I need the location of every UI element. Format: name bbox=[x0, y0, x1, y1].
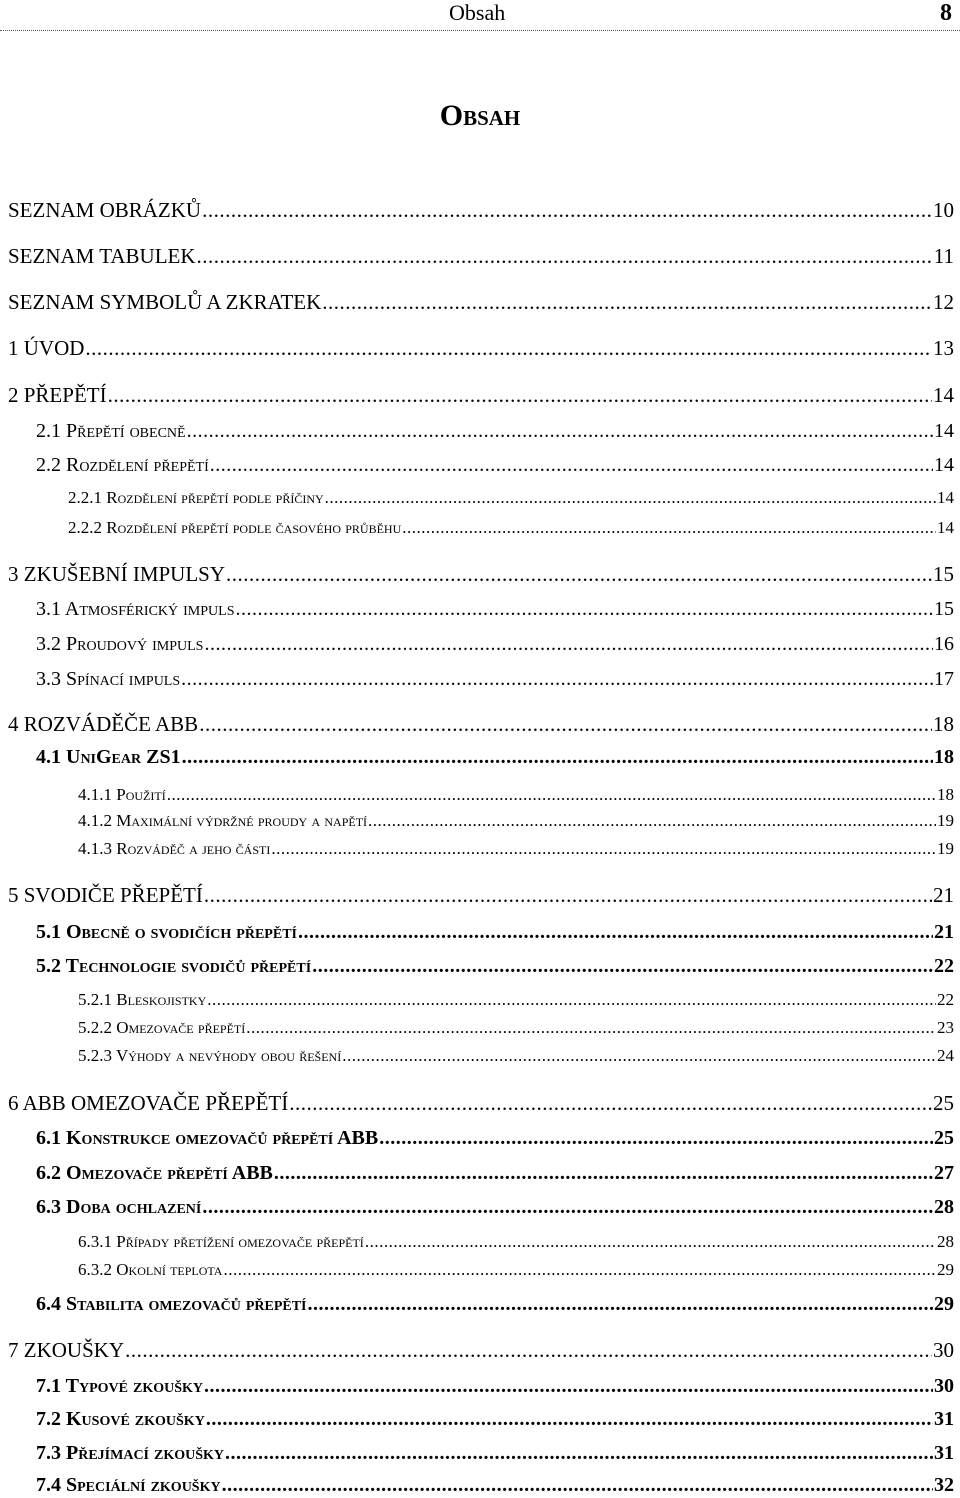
toc-leader bbox=[379, 1125, 933, 1151]
toc-entry-page: 22 bbox=[934, 955, 954, 977]
header-title: Obsah bbox=[449, 0, 506, 25]
toc-leader bbox=[181, 666, 933, 692]
toc-entry-page: 15 bbox=[934, 598, 954, 620]
toc-entry-page: 21 bbox=[933, 883, 954, 907]
toc-entry-page: 19 bbox=[937, 811, 954, 830]
toc-entry-page: 22 bbox=[937, 990, 954, 1009]
toc-entry[interactable] bbox=[36, 1291, 954, 1317]
toc-leader bbox=[365, 1229, 936, 1255]
toc-entry-page: 18 bbox=[933, 712, 954, 736]
toc-entry-label: 2.2.1 Rozdělení přepětí podle příčiny bbox=[68, 488, 324, 507]
toc-entry-page: 14 bbox=[934, 420, 954, 442]
toc-leader bbox=[271, 836, 936, 862]
toc-entry[interactable] bbox=[8, 561, 954, 587]
toc-leader bbox=[222, 1472, 933, 1498]
toc-entry-label: 1 ÚVOD bbox=[8, 336, 85, 360]
toc-entry[interactable] bbox=[78, 782, 954, 808]
page-title: Obsah bbox=[439, 99, 521, 132]
toc-entry-label: 5.2 Technologie svodičů přepětí bbox=[36, 955, 312, 977]
toc-leader bbox=[197, 243, 933, 269]
toc-entry-label: 6.2 Omezovače přepětí ABB bbox=[36, 1162, 273, 1184]
toc-entry[interactable] bbox=[36, 1373, 954, 1399]
toc-leader bbox=[246, 1015, 936, 1041]
toc-entry[interactable] bbox=[8, 335, 954, 361]
toc-entry-page: 18 bbox=[937, 785, 954, 804]
toc-entry[interactable] bbox=[8, 243, 954, 269]
toc-entry[interactable] bbox=[8, 882, 954, 908]
toc-leader bbox=[223, 1257, 936, 1283]
toc-entry-page: 14 bbox=[933, 383, 954, 407]
toc-entry-page: 28 bbox=[937, 1232, 954, 1251]
toc-entry[interactable] bbox=[36, 1160, 954, 1186]
toc-entry[interactable] bbox=[8, 289, 954, 315]
toc-leader bbox=[308, 1291, 934, 1317]
toc-entry[interactable] bbox=[36, 666, 954, 692]
toc-entry[interactable] bbox=[36, 1194, 954, 1220]
toc-entry[interactable] bbox=[78, 1043, 954, 1069]
toc-entry-label: 4.1 UniGear ZS1 bbox=[36, 746, 181, 768]
toc-entry-label: 4.1.2 Maximální výdržné proudy a napětí bbox=[78, 811, 368, 830]
toc-leader bbox=[182, 744, 933, 770]
toc-entry-label: 6.3.2 Okolní teplota bbox=[78, 1260, 223, 1279]
toc-entry-page: 16 bbox=[934, 633, 954, 655]
toc-entry-label: 4 ROZVÁDĚČE ABB bbox=[8, 712, 199, 736]
toc-leader bbox=[342, 1043, 936, 1069]
toc-leader bbox=[202, 197, 932, 223]
toc-entry[interactable] bbox=[8, 1337, 954, 1363]
toc-leader bbox=[108, 382, 932, 408]
toc-entry[interactable] bbox=[78, 808, 954, 834]
toc-leader bbox=[199, 711, 932, 737]
toc-entry[interactable] bbox=[36, 452, 954, 478]
toc-entry-page: 28 bbox=[934, 1196, 954, 1218]
toc-entry-label: SEZNAM OBRÁZKŮ bbox=[8, 198, 202, 222]
toc-entry-page: 10 bbox=[933, 198, 954, 222]
toc-entry[interactable] bbox=[8, 711, 954, 737]
toc-entry[interactable] bbox=[68, 515, 954, 541]
toc-leader bbox=[225, 1440, 933, 1466]
toc-entry[interactable] bbox=[78, 1015, 954, 1041]
toc-entry-page: 19 bbox=[937, 839, 954, 858]
toc-entry-label: SEZNAM TABULEK bbox=[8, 244, 196, 268]
toc-entry-page: 12 bbox=[933, 290, 954, 314]
toc-leader bbox=[204, 631, 933, 657]
toc-leader bbox=[368, 808, 936, 834]
toc-entry-label: 2.1 Přepětí obecně bbox=[36, 420, 186, 442]
toc-entry[interactable] bbox=[78, 1229, 954, 1255]
toc-entry-label: 7.4 Speciální zkoušky bbox=[36, 1474, 221, 1496]
toc-leader bbox=[202, 1194, 933, 1220]
toc-entry-page: 17 bbox=[934, 668, 954, 690]
running-header bbox=[0, 0, 960, 31]
toc-leader bbox=[210, 452, 933, 478]
toc-leader bbox=[322, 289, 932, 315]
toc-entry-page: 30 bbox=[933, 1338, 954, 1362]
header-page-number: 8 bbox=[940, 0, 952, 26]
toc-entry-label: 5.1 Obecně o svodičích přepětí bbox=[36, 921, 297, 943]
toc-entry-page: 15 bbox=[933, 562, 954, 586]
toc-entry[interactable] bbox=[36, 418, 954, 444]
toc-leader bbox=[207, 987, 936, 1013]
toc-leader bbox=[187, 418, 933, 444]
toc-entry-label: 2.2 Rozdělení přepětí bbox=[36, 454, 209, 476]
toc-entry-label: 5 SVODIČE PŘEPĚTÍ bbox=[8, 883, 203, 907]
toc-leader bbox=[325, 485, 936, 511]
toc-entry-label: 7 ZKOUŠKY bbox=[8, 1338, 125, 1362]
toc-leader bbox=[226, 561, 932, 587]
toc-entry-label: 7.2 Kusové zkoušky bbox=[36, 1408, 205, 1430]
toc-entry-page: 31 bbox=[934, 1442, 954, 1464]
toc-entry[interactable] bbox=[68, 485, 954, 511]
toc-entry-label: 4.1.1 Použití bbox=[78, 785, 166, 804]
toc-entry-label: 3.3 Spínací impuls bbox=[36, 668, 181, 690]
toc-entry-label: 4.1.3 Rozváděč a jeho části bbox=[78, 839, 271, 858]
toc-entry-page: 14 bbox=[934, 454, 954, 476]
toc-entry-label: 7.1 Typové zkoušky bbox=[36, 1375, 203, 1397]
toc-leader bbox=[274, 1160, 933, 1186]
toc-entry[interactable] bbox=[8, 197, 954, 223]
toc-leader bbox=[167, 782, 936, 808]
toc-entry[interactable] bbox=[36, 631, 954, 657]
toc-leader bbox=[206, 1406, 933, 1432]
toc-entry-label: 6 ABB OMEZOVAČE PŘEPĚTÍ bbox=[8, 1091, 289, 1115]
toc-entry-page: 31 bbox=[934, 1408, 954, 1430]
toc-entry-label: 3 ZKUŠEBNÍ IMPULSY bbox=[8, 562, 226, 586]
toc-entry-page: 30 bbox=[934, 1375, 954, 1397]
toc-entry-label: 6.3 Doba ochlazení bbox=[36, 1196, 202, 1218]
toc-entry[interactable] bbox=[78, 836, 954, 862]
toc-entry-page: 29 bbox=[934, 1293, 954, 1315]
toc-entry-page: 29 bbox=[937, 1260, 954, 1279]
toc-entry-page: 32 bbox=[934, 1474, 954, 1496]
toc-entry-label: 7.3 Přejímací zkoušky bbox=[36, 1442, 225, 1464]
toc-entry-label: 5.2.3 Výhody a nevýhody obou řešení bbox=[78, 1046, 342, 1065]
toc-entry[interactable] bbox=[36, 919, 954, 945]
toc-entry-label: 2 PŘEPĚTÍ bbox=[8, 383, 107, 407]
toc-entry-page: 14 bbox=[937, 518, 954, 537]
toc-entry-page: 11 bbox=[933, 244, 954, 268]
toc-leader bbox=[125, 1337, 932, 1363]
toc-entry[interactable] bbox=[78, 987, 954, 1013]
toc-leader bbox=[204, 1373, 933, 1399]
toc-entry-page: 13 bbox=[933, 336, 954, 360]
toc-entry-label: 3.2 Proudový impuls bbox=[36, 633, 204, 655]
toc-leader bbox=[85, 335, 932, 361]
toc-entry-page: 25 bbox=[933, 1091, 954, 1115]
toc-entry-label: 2.2.2 Rozdělení přepětí podle časového průběhu bbox=[68, 518, 402, 537]
toc-entry[interactable] bbox=[36, 744, 954, 770]
toc-entry-page: 18 bbox=[934, 746, 954, 768]
toc-entry[interactable] bbox=[36, 596, 954, 622]
toc-entry[interactable] bbox=[78, 1257, 954, 1283]
toc-entry[interactable] bbox=[36, 1406, 954, 1432]
toc-leader bbox=[289, 1090, 932, 1116]
toc-entry-page: 24 bbox=[937, 1046, 954, 1065]
toc-leader bbox=[312, 953, 933, 979]
toc-leader bbox=[298, 919, 933, 945]
toc-entry-page: 23 bbox=[937, 1018, 954, 1037]
toc-entry-label: 5.2.1 Bleskojistky bbox=[78, 990, 207, 1009]
toc-entry-label: 5.2.2 Omezovače přepětí bbox=[78, 1018, 246, 1037]
toc-entry[interactable] bbox=[8, 1090, 954, 1116]
toc-entry-label: 3.1 Atmosférický impuls bbox=[36, 598, 235, 620]
toc-entry[interactable] bbox=[36, 1125, 954, 1151]
toc-entry-label: 6.1 Konstrukce omezovačů přepětí ABB bbox=[36, 1127, 379, 1149]
toc-entry-page: 27 bbox=[934, 1162, 954, 1184]
toc-leader bbox=[402, 515, 936, 541]
toc-entry-page: 21 bbox=[934, 921, 954, 943]
toc-entry[interactable] bbox=[36, 1440, 954, 1466]
toc-entry-label: 6.3.1 Případy přetížení omezovače přepětí bbox=[78, 1232, 364, 1251]
toc-entry-label: 6.4 Stabilita omezovačů přepětí bbox=[36, 1293, 307, 1315]
toc-entry[interactable] bbox=[36, 953, 954, 979]
toc-entry-page: 14 bbox=[937, 488, 954, 507]
toc-entry-page: 25 bbox=[934, 1127, 954, 1149]
toc-entry[interactable] bbox=[36, 1472, 954, 1498]
toc-leader bbox=[204, 882, 932, 908]
toc-entry[interactable] bbox=[8, 382, 954, 408]
toc-leader bbox=[235, 596, 933, 622]
toc-entry-label: SEZNAM SYMBOLŮ A ZKRATEK bbox=[8, 290, 322, 314]
